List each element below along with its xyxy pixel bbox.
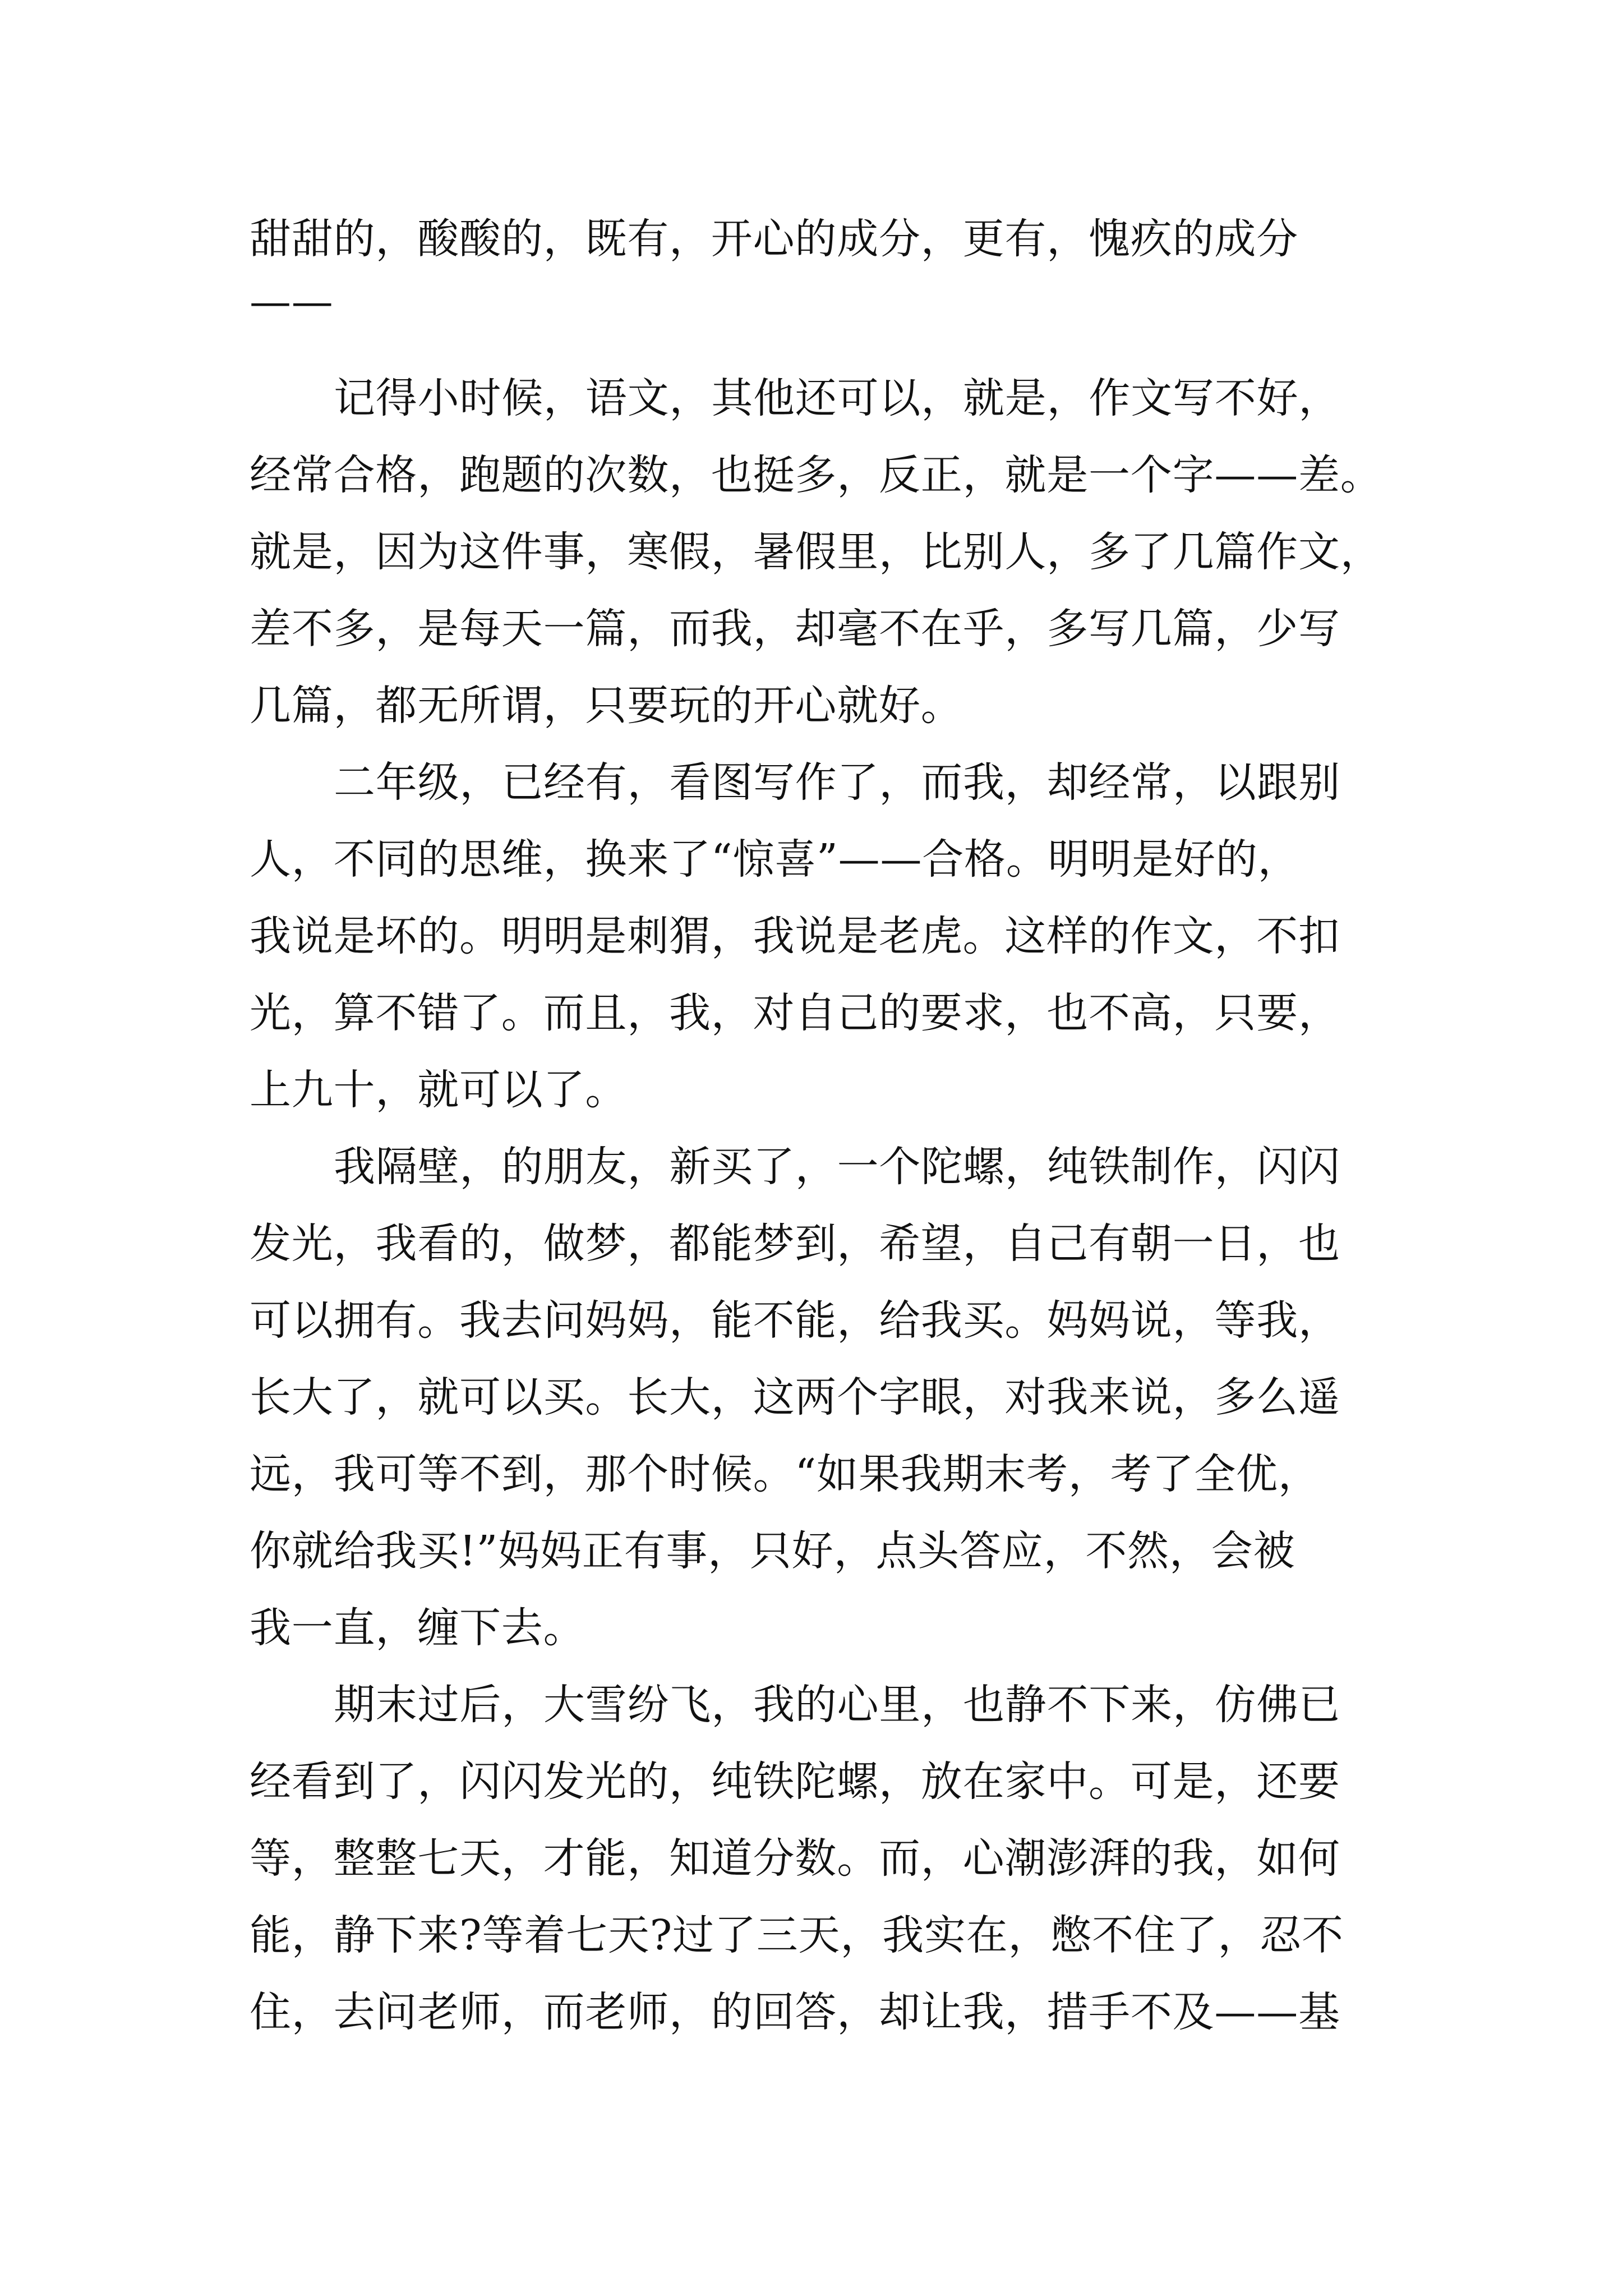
text-line: 上九十，就可以了。 bbox=[250, 1066, 628, 1114]
text-line: 等，整整七天，才能，知道分数。而，心潮澎湃的我，如何 bbox=[250, 1834, 1340, 1883]
text-line: 长大了，就可以买。长大，这两个字眼，对我来说，多么遥 bbox=[250, 1373, 1340, 1421]
text-line: 甜甜的，酸酸的，既有，开心的成分，更有，愧疚的成分 bbox=[250, 215, 1298, 263]
text-line: 你就给我买!”妈妈正有事，只好，点头答应，不然，会被 bbox=[250, 1527, 1295, 1575]
text-line: 经看到了，闪闪发光的，纯铁陀螺，放在家中。可是，还要 bbox=[250, 1757, 1340, 1806]
text-line: 我隔壁，的朋友，新买了，一个陀螺，纯铁制作，闪闪 bbox=[334, 1143, 1341, 1191]
text-line: 经常合格，跑题的次数，也挺多，反正，就是一个字——差。 bbox=[250, 451, 1382, 499]
text-line: 能，静下来?等着七天?过了三天，我实在，憋不住了，忍不 bbox=[250, 1911, 1344, 1959]
text-line: 几篇，都无所谓，只要玩的开心就好。 bbox=[250, 682, 963, 730]
text-line: 记得小时候，语文，其他还可以，就是，作文写不好， bbox=[334, 374, 1341, 422]
text-line: 住，去问老师，而老师，的回答，却让我，措手不及——基 bbox=[250, 1988, 1340, 2036]
text-line: 光，算不错了。而且，我，对自己的要求，也不高，只要， bbox=[250, 989, 1340, 1037]
text-line: 二年级，已经有，看图写作了，而我，却经常，以跟别 bbox=[334, 758, 1341, 807]
text-line: 远，我可等不到，那个时候。“如果我期末考，考了全优， bbox=[250, 1450, 1320, 1498]
text-line: 可以拥有。我去问妈妈，能不能，给我买。妈妈说，等我， bbox=[250, 1296, 1340, 1345]
text-line: 差不多，是每天一篇，而我，却毫不在乎，多写几篇，少写 bbox=[250, 605, 1340, 653]
text-line: 我说是坏的。明明是刺猬，我说是老虎。这样的作文，不扣 bbox=[250, 912, 1340, 960]
text-line: —— bbox=[250, 278, 334, 326]
text-line: 我一直，缠下去。 bbox=[250, 1604, 585, 1652]
text-line: 发光，我看的，做梦，都能梦到，希望，自己有朝一日，也 bbox=[250, 1220, 1340, 1268]
text-line: 期末过后，大雪纷飞，我的心里，也静不下来，仿佛已 bbox=[334, 1681, 1341, 1729]
text-line: 人，不同的思维，换来了“惊喜”——合格。明明是好的， bbox=[250, 835, 1300, 884]
text-line: 就是，因为这件事，寒假，暑假里，比别人，多了几篇作文， bbox=[250, 528, 1382, 576]
